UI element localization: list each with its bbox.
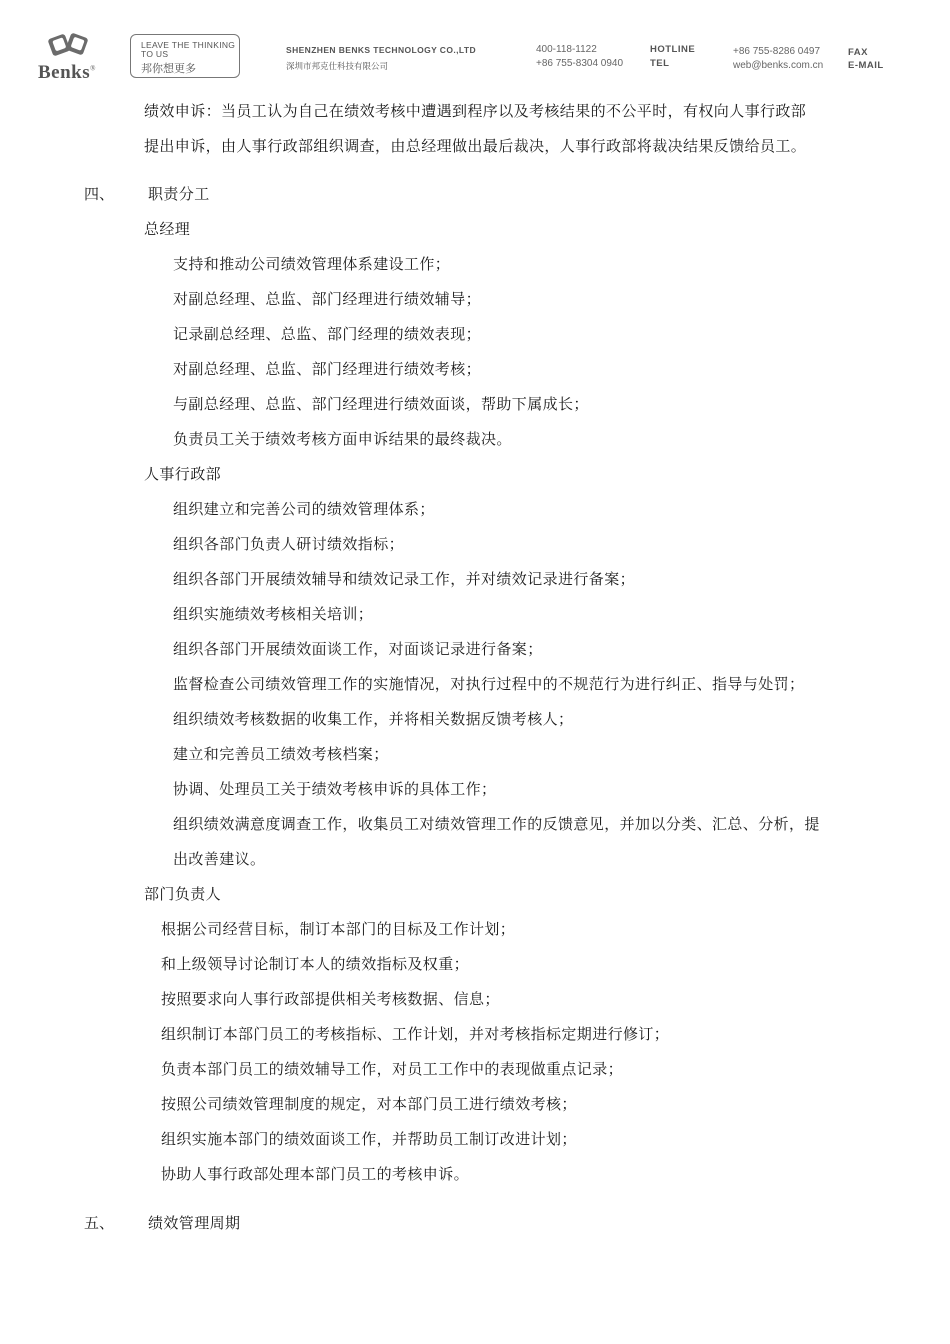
section-4-number: 四、 — [84, 185, 115, 203]
gm-item: 与副总经理、总监、部门经理进行绩效面谈，帮助下属成长； — [173, 395, 589, 413]
company-name-english: SHENZHEN BENKS TECHNOLOGY CO.,LTD — [286, 45, 476, 55]
appeal-line-2: 提出申诉，由人事行政部组织调查，由总经理做出最后裁决，人事行政部将裁决结果反馈给员工。 — [144, 137, 807, 155]
tel-number: +86 755-8304 0940 — [536, 58, 624, 69]
slogan-box — [130, 34, 240, 78]
fax-number: +86 755-8286 0497 — [733, 46, 821, 57]
slogan-chinese: 邦你想更多 — [141, 63, 196, 75]
company-name-chinese: 深圳市邦克仕科技有限公司 — [286, 61, 389, 71]
hotline-label: HOTLINE — [650, 44, 696, 55]
fax-label: FAX — [848, 47, 868, 58]
hr-item: 建立和完善员工绩效考核档案； — [173, 745, 389, 763]
brand-wordmark: Benks® — [38, 62, 96, 83]
hr-item: 组织各部门负责人研讨绩效指标； — [173, 535, 405, 553]
gm-heading: 总经理 — [144, 220, 191, 238]
hr-item: 组织绩效考核数据的收集工作，并将相关数据反馈考核人； — [173, 710, 574, 728]
hr-item: 组织各部门开展绩效辅导和绩效记录工作，并对绩效记录进行备案； — [173, 570, 636, 588]
email-label: E-MAIL — [848, 60, 884, 71]
dept-item: 和上级领导讨论制订本人的绩效指标及权重； — [161, 955, 470, 973]
dept-item: 负责本部门员工的绩效辅导工作，对员工工作中的表现做重点记录； — [161, 1060, 624, 1078]
dept-item: 协助人事行政部处理本部门员工的考核申诉。 — [161, 1165, 470, 1183]
section-4-title: 职责分工 — [148, 185, 210, 203]
hr-item: 监督检查公司绩效管理工作的实施情况，对执行过程中的不规范行为进行纠正、指导与处罚； — [173, 675, 805, 693]
hotline-number: 400-118-1122 — [536, 44, 597, 55]
hr-item: 组织建立和完善公司的绩效管理体系； — [173, 500, 435, 518]
gm-item: 记录副总经理、总监、部门经理的绩效表现； — [173, 325, 482, 343]
gm-item: 支持和推动公司绩效管理体系建设工作； — [173, 255, 451, 273]
hr-heading: 人事行政部 — [144, 465, 222, 483]
dept-item: 按照要求向人事行政部提供相关考核数据、信息； — [161, 990, 500, 1008]
dept-item: 根据公司经营目标，制订本部门的目标及工作计划； — [161, 920, 516, 938]
hr-item: 组织实施绩效考核相关培训； — [173, 605, 374, 623]
slogan-english: LEAVE THE THINKING TO US — [141, 40, 236, 59]
section-5-title: 绩效管理周期 — [148, 1214, 241, 1232]
dept-heading: 部门负责人 — [144, 885, 222, 903]
benks-logo — [36, 30, 116, 84]
hr-item: 出改善建议。 — [173, 850, 266, 868]
tel-label: TEL — [650, 58, 670, 69]
gm-item: 对副总经理、总监、部门经理进行绩效考核； — [173, 360, 482, 378]
appeal-line-1: 绩效申诉：当员工认为自己在绩效考核中遭遇到程序以及考核结果的不公平时，有权向人事行政部 — [144, 102, 807, 120]
hr-item: 组织绩效满意度调查工作，收集员工对绩效管理工作的反馈意见，并加以分类、汇总、分析，提 — [173, 815, 820, 833]
letterhead — [0, 0, 950, 90]
email-address: web@benks.com.cn — [733, 60, 824, 71]
hr-item: 组织各部门开展绩效面谈工作，对面谈记录进行备案； — [173, 640, 543, 658]
benks-logo-icon — [46, 30, 92, 62]
dept-item: 组织实施本部门的绩效面谈工作，并帮助员工制订改进计划； — [161, 1130, 577, 1148]
dept-item: 按照公司绩效管理制度的规定，对本部门员工进行绩效考核； — [161, 1095, 577, 1113]
dept-item: 组织制订本部门员工的考核指标、工作计划，并对考核指标定期进行修订； — [161, 1025, 670, 1043]
gm-item: 对副总经理、总监、部门经理进行绩效辅导； — [173, 290, 482, 308]
hr-item: 协调、处理员工关于绩效考核申诉的具体工作； — [173, 780, 497, 798]
gm-item: 负责员工关于绩效考核方面申诉结果的最终裁决。 — [173, 430, 512, 448]
section-5-number: 五、 — [84, 1214, 115, 1232]
